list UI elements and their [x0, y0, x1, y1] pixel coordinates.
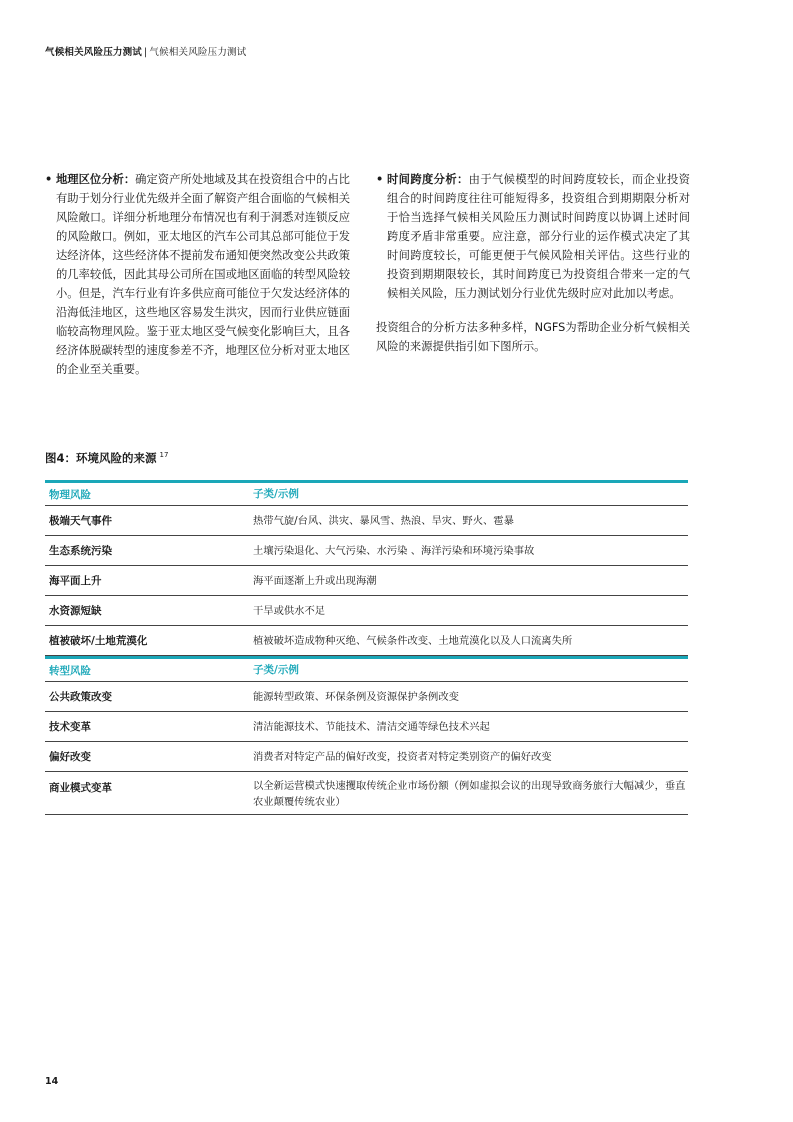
physical-risk-col2-header: 子类/示例: [253, 488, 299, 500]
risk-examples: 能源转型政策、环保条例及资源保护条例改变: [253, 691, 459, 703]
bullet-text: 由于气候模型的时间跨度较长，而企业投资组合的时间跨度往往可能短得多，投资组合到期期限分析对于恰当选择气候相关风险压力测试时间跨度以协调上述时间跨度矛盾非常重要。应注意，部分行业的运作模式决定了其时间跨度较长，可能更便于气候风险相关评估。这些行业的投资到期期限较长，其时间跨度已为投资组合带来一定的气候相关风险，压力测试划分行业优先级时应对此加以考虑。: [387, 173, 690, 300]
risk-category: 海平面上升: [49, 575, 102, 587]
table-row: [45, 596, 688, 626]
table-row: [45, 506, 688, 536]
header-title: 气候相关风险压力测试: [45, 47, 143, 58]
physical-risk-rows: [45, 506, 688, 656]
risk-sources-table: [45, 480, 688, 815]
transition-risk-header: [45, 656, 688, 682]
ngfs-paragraph: 投资组合的分析方法多种多样，NGFS为帮助企业分析气候相关风险的来源提供指引如下图所示。: [376, 321, 690, 353]
risk-examples: 清洁能源技术、节能技术、清洁交通等绿色技术兴起: [253, 721, 490, 733]
risk-examples: 热带气旋/台风、洪灾、暴风雪、热浪、旱灾、野火、雹暴: [253, 515, 514, 527]
table-row: [45, 682, 688, 712]
risk-category: 技术变革: [49, 721, 91, 733]
risk-examples: 消费者对特定产品的偏好改变，投资者对特定类别资产的偏好改变: [253, 751, 552, 763]
figure-title-text: 图4：环境风险的来源: [45, 451, 157, 465]
transition-risk-title: 转型风险: [49, 664, 91, 677]
transition-risk-col2-header: 子类/示例: [253, 664, 299, 676]
page-number: 14: [45, 1076, 59, 1087]
table-row: [45, 742, 688, 772]
risk-category: 偏好改变: [49, 751, 91, 763]
bullet-lead: 时间跨度分析：: [387, 173, 469, 186]
risk-category: 水资源短缺: [49, 605, 102, 617]
figure-title: [45, 450, 168, 466]
risk-examples: 以全新运营模式快速攫取传统企业市场份额（例如虚拟会议的出现导致商务旅行大幅减少，垂直农业颠覆传统农业）: [253, 780, 686, 808]
table-row: [45, 712, 688, 742]
risk-category: 植被破坏/土地荒漠化: [49, 635, 148, 647]
risk-category: 商业模式变革: [49, 782, 112, 794]
running-header: [45, 44, 246, 58]
bullet-geographic-analysis: [45, 170, 350, 379]
header-subtitle: 气候相关风险压力测试: [149, 47, 247, 58]
bullet-text: 确定资产所处地域及其在投资组合中的占比有助于划分行业优先级并全面了解资产组合面临的气候相关风险敞口。详细分析地理分布情况也有利于洞悉对连锁反应的风险敞口。例如，亚太地区的汽车公司其总部可能位于发达经济体，这些经济体不提前发布通知便突然改变公共政策的几率较低，因此其母公司所在国或地区面临的转型风险较小。但是，汽车行业有许多供应商可能位于欠发达经济体的沿海低洼地区，这些地区容易发生洪灾，因而行业供应链面临较高物理风险。鉴于亚太地区受气候变化影响巨大，且各经济体脱碳转型的速度参差不齐，地理区位分析对亚太地区的企业至关重要。: [56, 173, 350, 376]
risk-examples: 海平面逐渐上升或出现海潮: [253, 575, 377, 587]
figure-footnote: 17: [159, 451, 169, 460]
risk-category: 公共政策改变: [49, 691, 112, 703]
table-row: [45, 536, 688, 566]
risk-category: 极端天气事件: [49, 515, 112, 527]
risk-examples: 干旱或供水不足: [253, 605, 326, 617]
bullet-lead: 地理区位分析：: [56, 173, 136, 186]
physical-risk-header: [45, 480, 688, 506]
risk-category: 生态系统污染: [49, 545, 112, 557]
table-row: [45, 626, 688, 656]
table-row: [45, 566, 688, 596]
header-separator: |: [144, 47, 148, 58]
transition-risk-rows: [45, 682, 688, 815]
bullet-time-horizon-analysis: [376, 170, 690, 303]
risk-examples: 土壤污染退化、大气污染、水污染 、海洋污染和环境污染事故: [253, 545, 535, 557]
bullet-dot: •: [45, 173, 53, 186]
left-column: [45, 170, 350, 379]
right-column: [376, 170, 690, 356]
physical-risk-title: 物理风险: [49, 488, 91, 501]
table-row: [45, 772, 688, 815]
risk-examples: 植被破坏造成物种灭绝、气候条件改变、土地荒漠化以及人口流离失所: [253, 635, 573, 647]
bullet-dot: •: [376, 173, 384, 186]
